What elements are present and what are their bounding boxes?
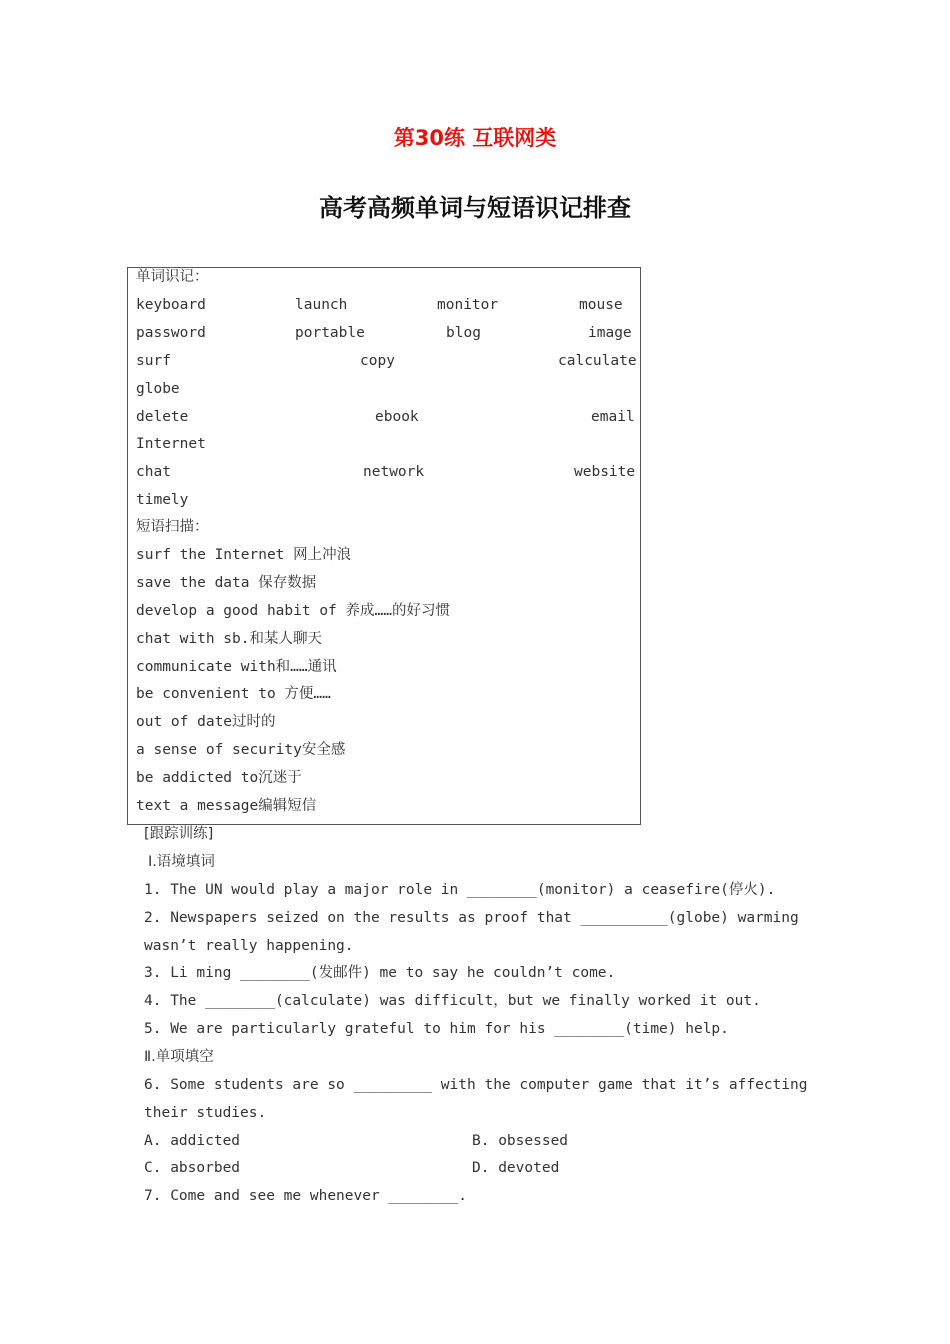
phrase-item: a sense of security安全感 <box>136 742 346 758</box>
section-heading: Ⅰ.语境填词 <box>148 854 215 870</box>
question-2: 2. Newspapers seized on the results as proof that __________(globe) warming <box>144 910 799 926</box>
word: surf <box>136 353 171 369</box>
phrases-heading: 短语扫描： <box>136 519 209 535</box>
word: email <box>591 409 635 425</box>
page-title: 高考高频单词与短语识记排查 <box>319 194 631 222</box>
option-a: A. addicted <box>144 1133 241 1149</box>
word: network <box>363 464 425 480</box>
word: Internet <box>136 436 206 452</box>
word: portable <box>295 325 365 341</box>
word: image <box>588 325 632 341</box>
word: launch <box>295 297 348 313</box>
word: copy <box>360 353 395 369</box>
word: website <box>574 464 636 480</box>
word: password <box>136 325 206 341</box>
word: calculate <box>558 353 637 369</box>
question-2-cont: wasn’t really happening. <box>144 938 354 954</box>
words-heading: 单词识记： <box>136 269 209 285</box>
word: globe <box>136 381 180 397</box>
practice-title: 第30练 互联网类 <box>393 126 557 150</box>
phrase-item: chat with sb.和某人聊天 <box>136 631 322 647</box>
question-1: 1. The UN would play a major role in ________(monitor) a ceasefire(停火). <box>144 882 776 898</box>
question-4: 4. The ________(calculate) was difficult，but we finally worked it out. <box>144 993 761 1009</box>
phrase-item: be addicted to沉迷于 <box>136 770 302 786</box>
phrase-item: develop a good habit of 养成……的好习惯 <box>136 603 450 619</box>
phrase-item: surf the Internet 网上冲浪 <box>136 547 352 563</box>
question-5: 5. We are particularly grateful to him for his ________(time) help. <box>144 1021 729 1037</box>
tracking-heading: [跟踪训练] <box>144 826 214 842</box>
word: timely <box>136 492 189 508</box>
question-6: 6. Some students are so _________ with the computer game that it’s affecting <box>144 1077 808 1093</box>
question-3: 3. Li ming ________(发邮件) me to say he couldn’t come. <box>144 965 616 981</box>
option-d: D. devoted <box>472 1160 560 1176</box>
word: blog <box>446 325 481 341</box>
phrase-item: text a message编辑短信 <box>136 798 317 814</box>
phrase-item: out of date过时的 <box>136 714 276 730</box>
option-c: C. absorbed <box>144 1160 241 1176</box>
option-b: B. obsessed <box>472 1133 569 1149</box>
question-6-cont: their studies. <box>144 1105 267 1121</box>
phrase-item: save the data 保存数据 <box>136 575 317 591</box>
word: keyboard <box>136 297 206 313</box>
section-heading: Ⅱ.单项填空 <box>144 1049 214 1065</box>
word: monitor <box>437 297 499 313</box>
phrase-item: be convenient to 方便…… <box>136 686 331 702</box>
phrase-item: communicate with和……通讯 <box>136 659 337 675</box>
word: chat <box>136 464 171 480</box>
word: delete <box>136 409 189 425</box>
word: mouse <box>579 297 623 313</box>
word: ebook <box>375 409 419 425</box>
question-7: 7. Come and see me whenever ________. <box>144 1188 468 1204</box>
